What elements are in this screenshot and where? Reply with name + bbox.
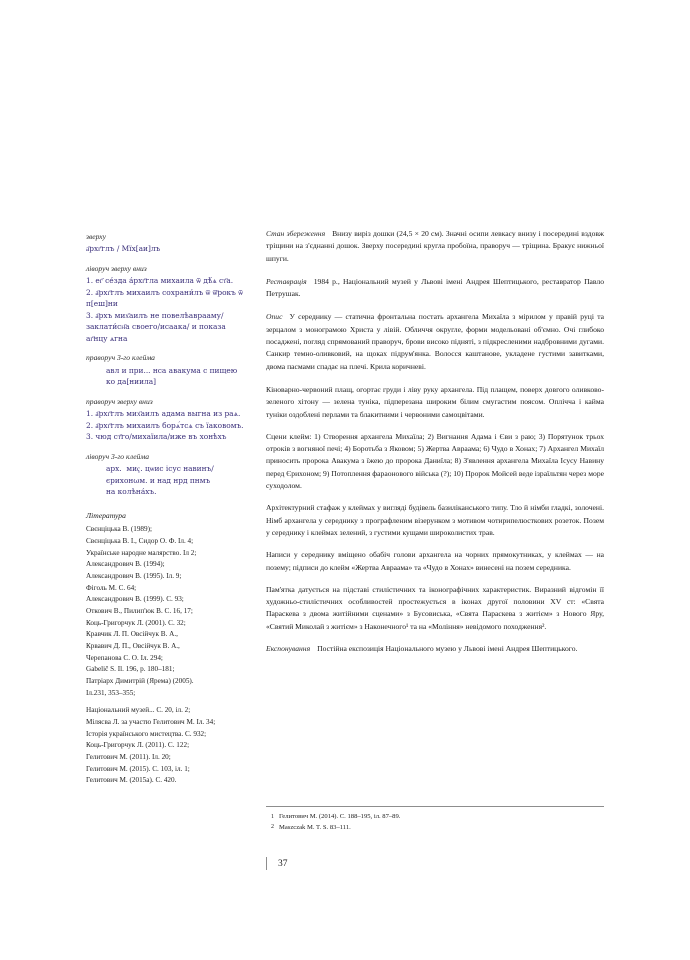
label-left-top-down: ліворуч зверху вниз [86, 263, 147, 273]
list-item: Іл.231, 353–355; [86, 688, 136, 697]
footnotes [266, 806, 604, 834]
label-right-top-down: праворуч зверху вниз [86, 396, 153, 406]
footnote-text: Maszczak M. T. S. 83–111. [279, 823, 351, 831]
inscription-line: 3. чюд ст҃го/михаїила/иже въ хонѣхъ [86, 432, 227, 442]
page-footer [266, 857, 288, 870]
list-item: Черепанова С. О. Іл. 294; [86, 653, 163, 662]
list-item: Коць-Григорчук Л. (2001). С. 32; [86, 618, 186, 627]
section-text: Внизу виріз дошки (24,5 × 20 см). Значні осипи левкасу внизу і посередині вздовж тріщини на з'єднанні дошок. Зверху посередині кругла пробоїна, праворуч — тріщина. Бракує нижньої шпуги. [266, 229, 604, 263]
inscription-left-top-down [86, 275, 246, 344]
footnote-text: Гелитович М. (2014). С. 188–195, іл. 87–89. [279, 813, 401, 820]
inscription-line: 3. а҃рхъ мих҃аилъ не повелѣаврааму/ заклати́сн҃а своего/исаака/ и показа аг҃нцу ѧгна [86, 310, 231, 343]
inscription-line: арх. миҁ. цѡис ісус навинъ/ [106, 464, 214, 474]
section-label: Експонування [266, 644, 311, 654]
left-column [86, 232, 246, 787]
inscription-line: 1. ег҃ се́зда а́рхг҃гла михаила ѿ дѣ́ѧ ст҃а. [86, 276, 234, 286]
list-item: Історія українського мистецтва. С. 932; [86, 729, 207, 738]
inscription-line: на колѣна́хъ. [106, 486, 157, 496]
inscription-right-third-mark [106, 365, 246, 388]
list-item: Коць-Григорчук Л. (2011). С. 122; [86, 741, 190, 750]
footnote [266, 823, 604, 833]
inscription-right-top-down [86, 408, 246, 442]
footnote-number: 2 [271, 824, 274, 831]
list-item: Свєнціцька В. (1989); [86, 525, 153, 534]
list-item: Александрович В. (1994); [86, 560, 165, 569]
page-number: 37 [278, 858, 288, 869]
section-text: 1984 р., Національний музей у Львові імені Андрея Шептицького, реставратор Павло Петрушак. [266, 276, 604, 299]
inscription-line: ко да[ниила] [106, 377, 157, 387]
inscription-left-third-mark [106, 463, 246, 497]
section-condition [266, 228, 604, 265]
label-right-third-mark: праворуч 3-го клейма [86, 353, 155, 363]
list-item: Гелитович М. (2011). Іл. 20; [86, 752, 171, 761]
inscription-line: 2. а҃рхг҃глъ михаилъ борѧ́тсѧ съ їаковомъ. [86, 420, 244, 430]
section-exhibition [266, 643, 604, 655]
footnote [266, 812, 604, 822]
inscription-top [86, 243, 246, 254]
list-item: Мілясва Л. за участю Гелитович М. Іл. 34; [86, 717, 216, 726]
description-paragraph: Сцени клейм: 1) Створення архангела Михаїла; 2) Вигнання Адама і Єви з раю; 3) Порятунок трьох отроків з вогняної печі; 4) Боротьба з Яковом; 5) Жертва Авраама; 6) Чудо в Хонах; 7) Архангел Михаїл приносить пророка Авакума з їжею до пророка Даниїла; 8) З'явлення архангела Михаїла Ісусу Навину перед Єрихоном; 9) Потоплення фараонового війська (?); 10) Пророк Мойсей веде ізраїльтян через море суходолом. [266, 431, 604, 491]
list-item: Свєнціцька В. І., Сидор О. Ф. Іл. 4; [86, 537, 194, 546]
right-column [266, 228, 604, 666]
description-paragraph: Архітектурний стафаж у клеймах у вигляді будівель базиліканського типу. Тло й німби гладкі, золочені. Німб архангела у середнику з прографленим візерунком з мотивом чотирипелюсткових розеток. Позем у середнику і клеймах зелений, з густими кущами широколистих трав. [266, 503, 604, 537]
inscription-line: 2. а҃рхг҃глъ михаилъ сохрани́лъ ѿ ѿ҃рокъ ѿ п[еш]ни [86, 287, 246, 309]
list-item: Українське народне малярство. Іл 2; [86, 548, 197, 557]
inscription-line: а҃рхг҃глъ / Мїх[аи]лъ [86, 244, 161, 254]
list-item: Національний музей... С. 20, іл. 2; [86, 706, 191, 715]
footer-divider [266, 857, 267, 870]
section-text: У середнику — статична фронтальна постать архангела Михаїла з мірилом у правій руці та зерцалом з монограмою Христа у лівій. Обличчя округле, форми модельовані об'ємно. Очі глибоко посаджені, погляд спрямований праворуч, брови високо підняті, з підкресленими надбровними дугами. Санкир темно-оливковий, на щоках підрум'янка. Волосся каштанове, укладене густими завитками, двома пасмами спадає на плечі. Крила коричневі. [266, 312, 604, 371]
list-item: Гелитович М. (2015a). С. 420. [86, 776, 177, 785]
description-paragraph: Написи у середнику вміщено обабіч голови архангела на чорних прямокутниках, у клеймах — на позему; підписи до клейм «Жертва Авраама» та «Чудо в Хонах» винесені на позем середника. [266, 550, 604, 572]
description-paragraph: Пам'ятка датується на підставі стилістичних та іконографічних характеристик. Виразний відгомін її художньо-стилістичних особливостей простежується в іконах другої половини XV ст: «Свята Параскева з двома житійними сценами» з Бусовиська, «Свята Параскева з житієм» з Нового Яру, «Святий Миколай з житієм» з Наконечного¹ та на «Моління» невідомого походження². [266, 584, 604, 631]
list-item: Фіголь М. С. 64; [86, 583, 137, 592]
literature-heading: Література [86, 511, 126, 521]
label-left-third-mark: ліворуч 3-го клейма [86, 451, 150, 461]
section-description [266, 311, 604, 372]
literature-list [86, 524, 246, 786]
section-restoration [266, 276, 604, 301]
list-item: Откович В., Пилип'юк В. С. 16, 17; [86, 607, 193, 616]
label-top: зверху [86, 232, 107, 241]
list-item: Гелитович М. (2015). С. 103, іл. 1; [86, 764, 190, 773]
list-item: Крвавич Д. П., Овсійчук В. А., [86, 642, 180, 651]
list-item: Александрович В. (1999). С. 93; [86, 595, 184, 604]
list-item: Александрович В. (1995). Іл. 9; [86, 572, 182, 581]
section-text: Постійна експозиція Національного музею у Львові імені Андрея Шептицького. [317, 644, 578, 654]
list-item: Патріарх Димитрій (Ярема) (2005). [86, 676, 194, 685]
section-label: Реставрація [266, 276, 307, 286]
section-label: Опис [266, 312, 283, 322]
list-item: Кравчик Л. П. Овсійчук В. А., [86, 630, 178, 639]
section-label: Стан збереження [266, 229, 326, 238]
inscription-line: авл и при... нса авакума с пищею [106, 365, 238, 375]
description-paragraph: Кіноварно-червоний плащ, огортає груди і ліву руку архангела. Під плащем, поверх довгого оливково-зеленого хітону — зелена туніка, підперезана широким білим смугастим поясом. Оплічча і кайма туніки оздоблені перлами та блакитними і червоними самоцвітами. [266, 384, 604, 419]
inscription-line: єрихонωм. и над нрд пнмъ [106, 475, 211, 485]
footnote-number: 1 [271, 813, 274, 820]
inscription-line: 1. а҃рхг҃глъ мих҃аилъ адама выгна из раѧ. [86, 409, 241, 419]
list-item: Gabelič S. Il. 196, p. 180–181; [86, 665, 175, 674]
